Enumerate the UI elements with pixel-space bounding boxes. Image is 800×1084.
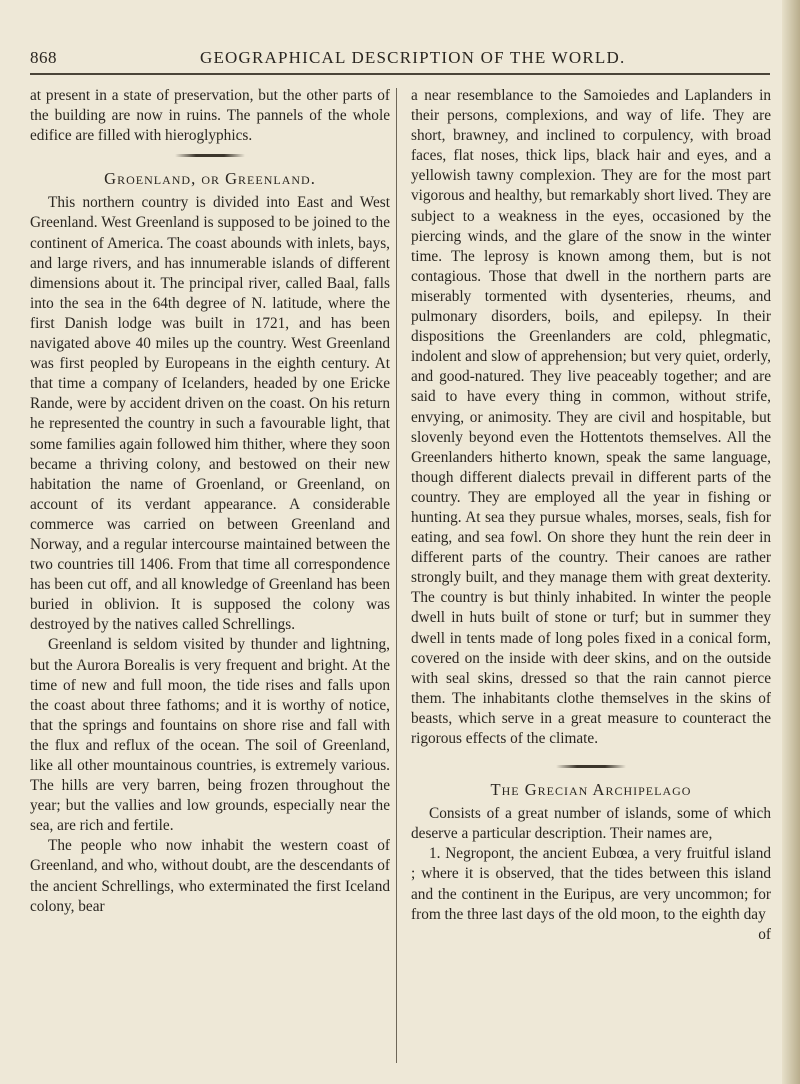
catchword: of [758, 925, 771, 943]
page-header [30, 48, 770, 70]
section-ornament [556, 765, 626, 768]
paragraph: The people who now inhabit the western coast of Greenland, and who, without doubt, are the descendants of the ancient Schrellings, who exterminated the first Iceland colony, bear [30, 837, 390, 915]
paragraph: This northern country is divided into East and West Greenland. West Greenland is supposed to be joined to the continent of America. The coast abounds with inlets, bays, and large rivers, and has innumerable islands of different dimensions about it. The principal river, called Baal, falls into the sea in the 64th degree of N. latitude, where the first Danish lodge was built in 1721, and has been navigated above 40 miles up the country. West Greenland was first peopled by Europeans in the eighth century. At that time a company of Icelanders, headed by one Ericke Rande, were by accident driven on the coast. On his return he represented the country in such a favourable light, that some families again followed him thither, where they soon became a thriving colony, and bestowed on their new habitation the name of Groenland, or Greenland, on account of its verdant appearance. A considerable commerce was carried on between Greenland and Norway, and a regular intercourse maintained between the two countries till 1406. From that time all correspondence has been cut off, and all knowledge of Greenland has been buried in oblivion. It is supposed the colony was destroyed by the natives called Schrellings. [30, 194, 390, 634]
left-column [30, 86, 390, 917]
paragraph: Greenland is seldom visited by thunder and lightning, but the Aurora Borealis is very frequent and bright. At the time of new and full moon, the tide rises and falls upon the coast about three fathoms; and it is worthy of notice, that the springs and fountains on shore rise and fall with the flux and reflux of the ocean. The soil of Greenland, like all other mountainous countries, is extremely various. The hills are very barren, being frozen throughout the year; but the vallies and low grounds, especially near the sea, are rich and fertile. [30, 636, 390, 835]
header-rule [30, 73, 770, 75]
paragraph: Consists of a great number of islands, some of which deserve a particular description. Their names are, [411, 805, 771, 843]
running-head: GEOGRAPHICAL DESCRIPTION OF THE WORLD. [200, 48, 626, 67]
column-divider [396, 88, 397, 1063]
section-ornament [175, 154, 245, 157]
paragraph: 1. Negropont, the ancient Eubœa, a very fruitful island ; where it is observed, that the tides between this island and the continent in the Euripus, are very uncommon; for from the three last days of the old moon, to the eighth day [411, 845, 771, 923]
section-heading-greenland: Groenland, or Greenland. [104, 169, 316, 189]
right-column [411, 86, 771, 945]
page-edge-shadow [782, 0, 800, 1084]
page-number: 868 [30, 48, 57, 67]
paragraph: a near resemblance to the Samoiedes and Laplanders in their persons, complexions, and way of life. They are short, brawney, and inclined to corpulency, with broad faces, flat noses, thick lips, black hair and eyes, and a yellowish tawny complexion. They are for the most part vigorous and healthy, but remarkably short lived. They are subject to a weakness in the eyes, occasioned by the piercing winds, and the glare of the snow in the winter time. The leprosy is known among them, but is not contagious. Those that dwell in the northern parts are miserably tormented with dysenteries, rheums, and pulmonary disorders, boils, and epilepsy. In their dispositions the Greenlanders are cold, phlegmatic, indolent and slow of apprehension; but very quiet, orderly, and good-natured. They live peaceably together; and are said to have every thing in common, without strife, envying, or animosity. They are civil and hospitable, but slovenly beyond even the Hottentots themselves. All the Greenlanders hitherto known, speak the same language, though different dialects prevail in different parts of the country. They are employed all the year in fishing or hunting. At sea they pursue whales, morses, seals, fish for eating, and sea fowl. On shore they hunt the rein deer in different parts of the country. Their canoes are rather strongly built, and they manage them with great dexterity. The country is but thinly inhabited. In winter the people dwell in huts built of stone or turf; but in summer they dwell in tents made of long poles fixed in a conical form, covered on the inside with deer skins, and on the outside with seal skins, dressed so that the rain cannot pierce them. The inhabitants clothe themselves in the skins of beasts, which serve in a great measure to counteract the rigorous effects of the climate. [411, 87, 771, 747]
paragraph: at present in a state of preservation, but the other parts of the building are now in ruins. The pannels of the whole edifice are filled with hieroglyphics. [30, 87, 390, 145]
section-heading-grecian-archipelago: The Grecian Archipelago [490, 780, 692, 800]
